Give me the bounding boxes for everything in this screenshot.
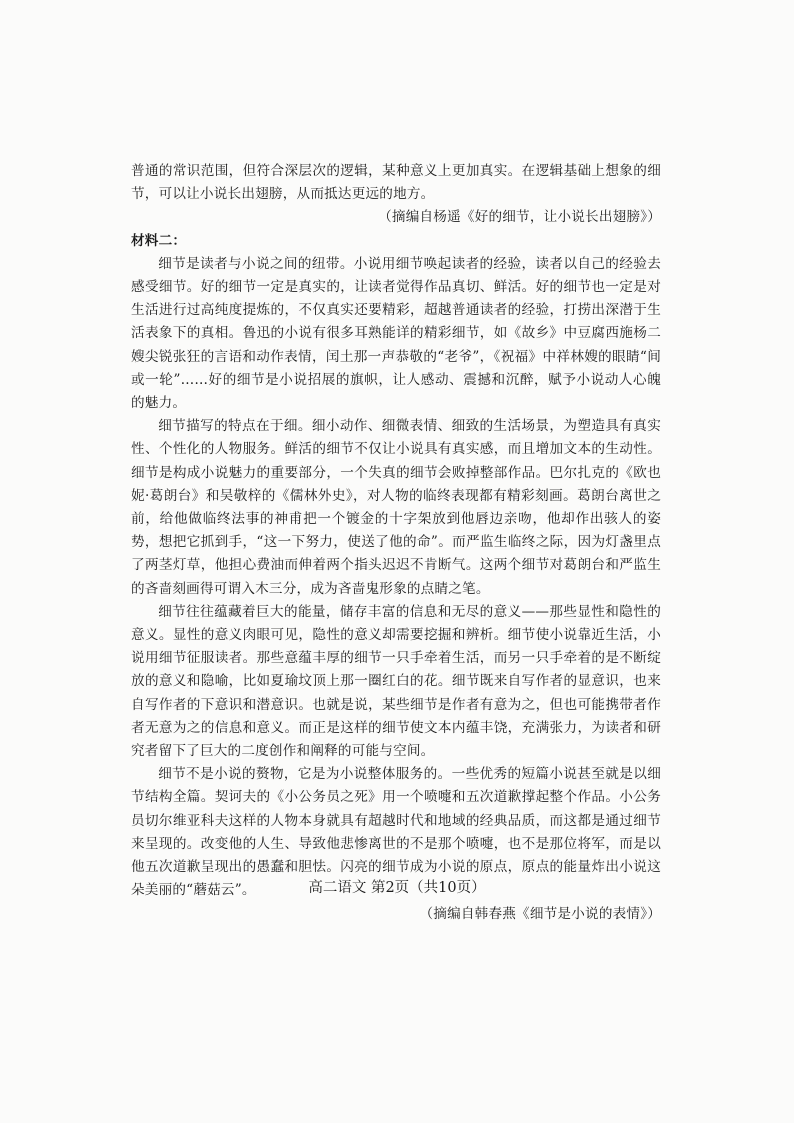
source-citation-2: （摘编自韩春燕《细节是小说的表情》）	[419, 905, 661, 922]
paragraph-2: 细节描写的特点在于细。细小动作、细微表情、细致的生活场景，为塑造具有真实性、个性化的人物服务。鲜活的细节不仅让小说具有真实感，而且增加文本的生动性。细节是构成小说魅力的重要部分，一个失真的细节会败掉整部作品。巴尔扎克的《欧也妮·葛朗台》和吴敬梓的《儒林外史》，对人物的临终表现都有精彩刻画。葛朗台离世之前，给他做临终法事的神甫把一个镀金的十字架放到他唇边亲吻，他却作出骇人的姿势，想把它抓到手，“这一下努力，使送了他的命”。而严监生临终之际，因为灯盏里点了两茎灯草，他担心费油而伸着两个指头迟迟不肯断气。这两个细节对葛朗台和严监生的吝啬刻画得可谓入木三分，成为吝啬鬼形象的点睛之笔。	[131, 418, 661, 597]
material-two-heading: 材料二：	[131, 232, 187, 249]
page-footer: 高二语文 第2页（共10页）	[308, 880, 486, 896]
paragraph-1: 细节是读者与小说之间的纽带。小说用细节唤起读者的经验，读者以自己的经验去感受细节。好的细节一定是真实的，让读者觉得作品真切、鲜活。好的细节也一定是对生活进行过高纯度提炼的，不仅真实还要精彩，超越普通读者的经验，打捞出深潜于生活表象下的真相。鲁迅的小说有很多耳熟能详的精彩细节，如《故乡》中豆腐西施杨二嫂尖锐张狂的言语和动作表情，闰土那一声恭敬的“老爷”，《祝福》中祥林嫂的眼睛“间或一轮”……好的细节是小说招展的旗帜，让人感动、震撼和沉醉，赋予小说动人心魄的魅力。	[131, 255, 661, 412]
paragraph-4: 细节不是小说的赘物，它是为小说整体服务的。一些优秀的短篇小说甚至就是以细节结构全篇。契诃夫的《小公务员之死》用一个喷嚏和五次道歉撑起整个作品。小公务员切尔维亚科夫这样的人物本身就具有超越时代和地域的经典品质，而这都是通过细节来呈现的。改变他的人生、导致他悲惨离世的不是那个喷嚏，也不是那位将军，而是以他五次道歉呈现出的愚蠢和胆怯。闪亮的细节成为小说的原点，原点的能量炸出小说这朵美丽的“蘑菇云”。	[131, 766, 661, 899]
paragraph-continuation: 普通的常识范围，但符合深层次的逻辑，某种意义上更加真实。在逻辑基础上想象的细节，可以让小说长出翅膀，从而抵达更远的地方。	[131, 163, 661, 203]
document-body	[131, 160, 661, 926]
paragraph-3: 细节往往蕴藏着巨大的能量，储存丰富的信息和无尽的意义——那些显性和隐性的意义。显性的意义肉眼可见，隐性的意义却需要挖掘和辨析。细节使小说靠近生活，小说用细节征服读者。那些意蕴丰厚的细节一只手牵着生活，而另一只手牵着的是不断绽放的意义和隐喻，比如夏瑜坟顶上那一圈红白的花。细节既来自写作者的显意识，也来自写作者的下意识和潜意识。也就是说，某些细节是作者有意为之，但也可能携带者作者无意为之的信息和意义。而正是这样的细节使文本内蕴丰饶，充满张力，为读者和研究者留下了巨大的二度创作和阐释的可能与空间。	[131, 603, 661, 760]
source-citation-1: （摘编自杨遥《好的细节，让小说长出翅膀》）	[378, 209, 661, 226]
